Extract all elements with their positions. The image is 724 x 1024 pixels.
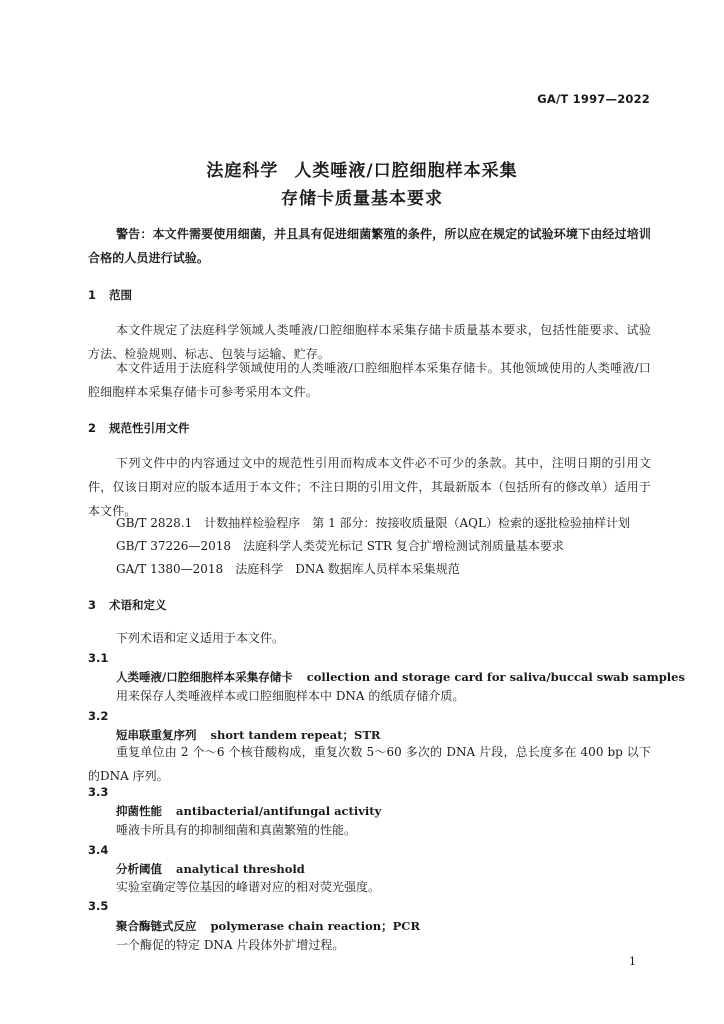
standard-code: GA/T 1997—2022: [537, 92, 650, 106]
reference-item: GB/T 37226—2018 法庭科学人类荧光标记 STR 复合扩增检测试剂质量基本要求: [116, 539, 564, 553]
document-title-line1: [0, 156, 724, 181]
term-number: 3.4: [88, 843, 109, 857]
term-heading: [116, 669, 685, 685]
scope-paragraph-1: 本文件规定了法庭科学领域人类唾液/口腔细胞样本采集存储卡质量基本要求，包括性能要求、试验方法、检验规则、标志、包装与运输、贮存。: [88, 323, 651, 361]
section-1-heading: [88, 287, 132, 303]
title-subject: 人类唾液/口腔细胞样本采集: [294, 161, 518, 181]
title-field: 法庭科学: [206, 161, 279, 181]
terms-intro: 下列术语和定义适用于本文件。: [116, 631, 285, 645]
term-english: collection and storage card for saliva/buccal swab samples: [306, 670, 685, 684]
term-chinese: 抑菌性能: [116, 804, 162, 818]
term-chinese: 聚合酶链式反应: [116, 919, 197, 933]
term-english: polymerase chain reaction；PCR: [210, 919, 420, 933]
warning-paragraph: 警告：本文件需要使用细菌，并且具有促进细菌繁殖的条件，所以应在规定的试验环境下由经过培训合格的人员进行试验。: [88, 227, 651, 265]
term-number: 3.2: [88, 709, 109, 723]
term-chinese: 短串联重复序列: [116, 728, 197, 742]
term-english: antibacterial/antifungal activity: [176, 804, 382, 818]
term-number: 3.5: [88, 899, 109, 913]
term-definition: 实验室确定等位基因的峰谱对应的相对荧光强度。: [116, 880, 381, 894]
term-number: 3.3: [88, 785, 109, 799]
term-chinese: 分析阈值: [116, 862, 162, 876]
term-definition: 用来保存人类唾液样本或口腔细胞样本中 DNA 的纸质存储介质。: [116, 689, 465, 703]
references-intro: 下列文件中的内容通过文中的规范性引用而构成本文件必不可少的条款。其中，注明日期的引用文件，仅该日期对应的版本适用于本文件；不注日期的引用文件，其最新版本（包括所有的修改单）适用于本文件。: [88, 456, 651, 518]
term-number: 3.1: [88, 651, 109, 665]
term-english: analytical threshold: [176, 862, 305, 876]
section-title: 范围: [109, 288, 132, 302]
section-2-heading: [88, 420, 190, 436]
term-english: short tandem repeat；STR: [210, 728, 381, 742]
section-number: 3: [88, 598, 97, 612]
term-definition: 一个酶促的特定 DNA 片段体外扩增过程。: [116, 938, 345, 952]
reference-item: GB/T 2828.1 计数抽样检验程序 第 1 部分：按接收质量限（AQL）检索的逐批检验抽样计划: [116, 516, 630, 530]
section-3-heading: [88, 597, 167, 613]
section-number: 2: [88, 421, 97, 435]
page-number: 1: [629, 955, 636, 968]
section-number: 1: [88, 288, 97, 302]
term-definition: 唾液卡所具有的抑制细菌和真菌繁殖的性能。: [116, 823, 357, 837]
scope-paragraph-2: 本文件适用于法庭科学领域使用的人类唾液/口腔细胞样本采集存储卡。其他领域使用的人类唾液/口腔细胞样本采集存储卡可参考采用本文件。: [88, 361, 651, 399]
reference-item: GA/T 1380—2018 法庭科学 DNA 数据库人员样本采集规范: [116, 562, 460, 576]
section-title: 规范性引用文件: [109, 421, 190, 435]
document-title-line2: 存储卡质量基本要求: [281, 189, 443, 209]
term-chinese: 人类唾液/口腔细胞样本采集存储卡: [116, 670, 293, 684]
section-title: 术语和定义: [109, 598, 167, 612]
term-heading: [116, 918, 420, 934]
term-definition: 重复单位由 2 个～6 个核苷酸构成，重复次数 5～60 多次的 DNA 片段，总长度多在 400 bp 以下的DNA 序列。: [88, 745, 651, 783]
term-heading: [116, 803, 381, 819]
